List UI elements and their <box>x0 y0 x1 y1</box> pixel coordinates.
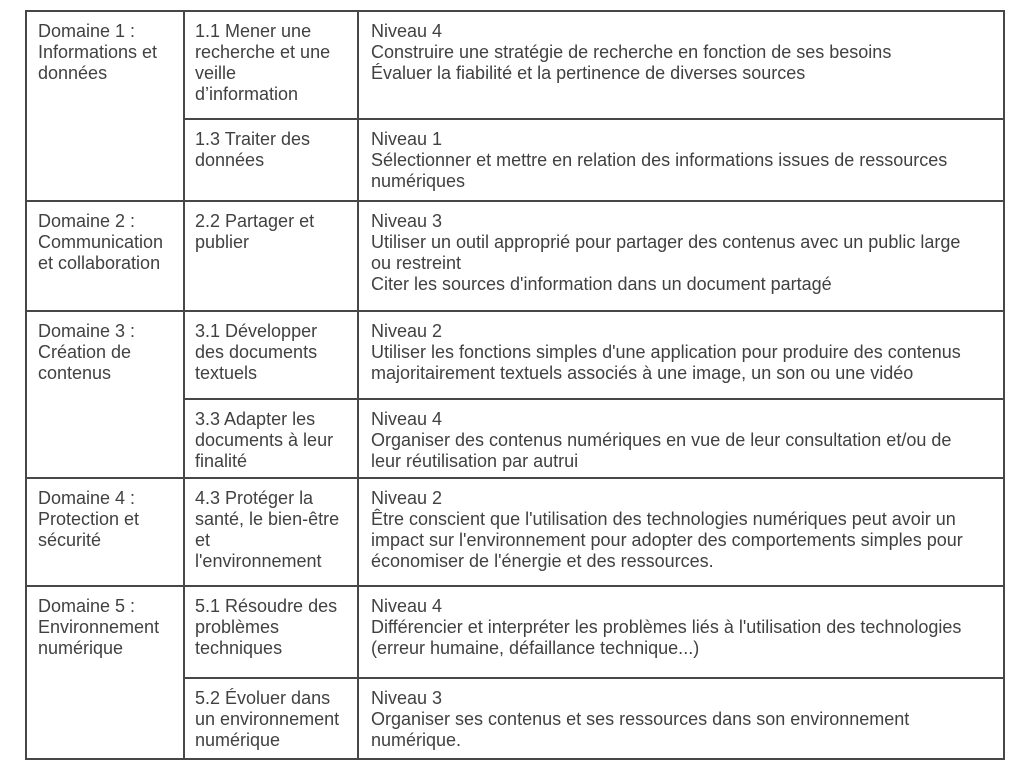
domaine-label: Domaine 1 : Informations et données <box>38 21 158 83</box>
table-row <box>26 11 1004 119</box>
competence-label: 1.1 Mener une recherche et une veille d’information <box>195 21 331 104</box>
niveau-cell <box>358 478 1004 586</box>
competence-cell <box>184 399 358 478</box>
competence-label: 1.3 Traiter des données <box>195 129 311 170</box>
detail-line: Citer les sources d'information dans un document partagé <box>371 274 832 294</box>
table-row <box>26 478 1004 586</box>
niveau-cell <box>358 201 1004 311</box>
niveau-cell <box>358 586 1004 678</box>
domaine-cell <box>26 11 184 201</box>
niveau-cell <box>358 119 1004 201</box>
table-row <box>26 201 1004 311</box>
domaine-cell <box>26 478 184 586</box>
detail-line: Utiliser un outil approprié pour partager des contenus avec un public large ou restreint <box>371 232 961 273</box>
competence-label: 4.3 Protéger la santé, le bien-être et l'environnement <box>195 488 340 571</box>
competence-cell <box>184 119 358 201</box>
niveau-cell <box>358 311 1004 399</box>
domaine-cell <box>26 311 184 478</box>
detail-line: Utiliser les fonctions simples d'une application pour produire des contenus majoritairement textuels associés à une image, un son ou une vidéo <box>371 342 961 383</box>
detail-line: Différencier et interpréter les problèmes liés à l'utilisation des technologies (erreur humaine, défaillance technique...) <box>371 617 962 658</box>
competence-cell <box>184 678 358 759</box>
table-row <box>26 311 1004 399</box>
competence-label: 5.2 Évoluer dans un environnement numérique <box>195 688 340 750</box>
competence-cell <box>184 311 358 399</box>
competence-cell <box>184 586 358 678</box>
niveau-label: Niveau 3 <box>371 688 443 708</box>
domaine-label: Domaine 4 : Protection et sécurité <box>38 488 140 550</box>
domaine-label: Domaine 5 : Environnement numérique <box>38 596 160 658</box>
competence-cell <box>184 201 358 311</box>
competence-label: 3.1 Développer des documents textuels <box>195 321 318 383</box>
domaine-label: Domaine 3 : Création de contenus <box>38 321 136 383</box>
niveau-label: Niveau 2 <box>371 488 443 508</box>
table-row <box>26 586 1004 678</box>
niveau-label: Niveau 4 <box>371 21 443 41</box>
domaine-cell <box>26 201 184 311</box>
niveau-label: Niveau 2 <box>371 321 443 341</box>
competence-cell <box>184 11 358 119</box>
niveau-label: Niveau 3 <box>371 211 443 231</box>
competence-label: 5.1 Résoudre des problèmes techniques <box>195 596 338 658</box>
detail-line: Évaluer la fiabilité et la pertinence de diverses sources <box>371 63 806 83</box>
competences-table <box>25 10 1005 760</box>
competence-label: 3.3 Adapter les documents à leur finalité <box>195 409 334 471</box>
detail-line: Être conscient que l'utilisation des technologies numériques peut avoir un impact sur l'environnement pour adopter des comportements simples pour économiser de l'énergie et des ressources. <box>371 509 963 571</box>
niveau-cell <box>358 11 1004 119</box>
domaine-cell <box>26 586 184 759</box>
niveau-label: Niveau 1 <box>371 129 443 149</box>
niveau-cell <box>358 678 1004 759</box>
detail-line: Organiser des contenus numériques en vue de leur consultation et/ou de leur réutilisation par autrui <box>371 430 952 471</box>
niveau-cell <box>358 399 1004 478</box>
domaine-label: Domaine 2 : Communication et collaboration <box>38 211 164 273</box>
competence-cell <box>184 478 358 586</box>
detail-line: Construire une stratégie de recherche en fonction de ses besoins <box>371 42 892 62</box>
niveau-label: Niveau 4 <box>371 596 443 616</box>
niveau-label: Niveau 4 <box>371 409 443 429</box>
detail-line: Organiser ses contenus et ses ressources dans son environnement numérique. <box>371 709 910 750</box>
competence-label: 2.2 Partager et publier <box>195 211 315 252</box>
detail-line: Sélectionner et mettre en relation des informations issues de ressources numériques <box>371 150 948 191</box>
